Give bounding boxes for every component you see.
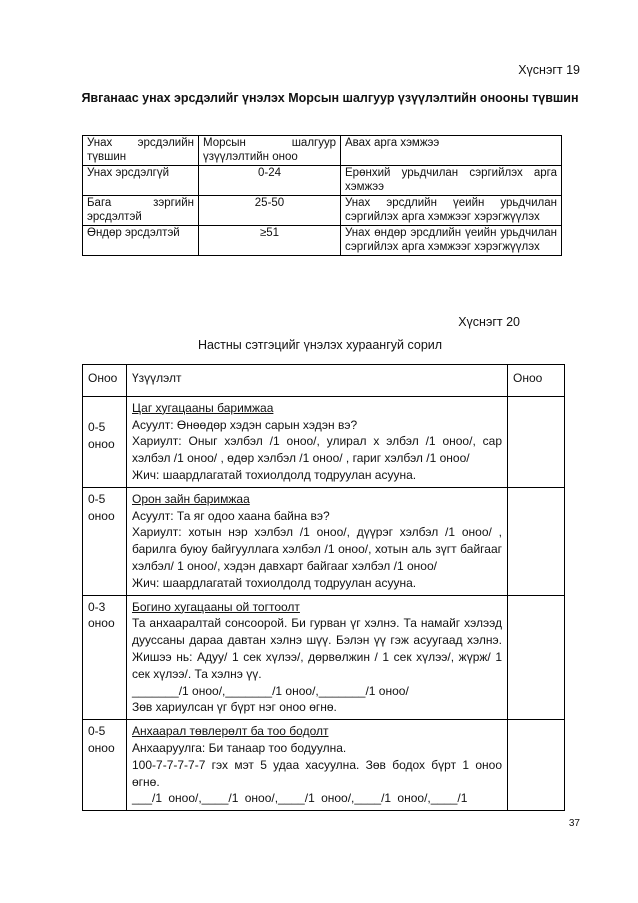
- score-range-cell: ≥51: [199, 226, 341, 256]
- item-description-cell: [127, 396, 508, 487]
- item-line: Хариулт: хотын нэр хэлбэл /1 оноо/, дүүрэг хэлбэл /1 оноо/ , барилга буюу байгууллага хэлбэл /1 оноо/, хотын аль зүгт байгааг хэлбэл/ 1 оноо/, хэдэн давхарт байгааг хэлбэл /1 оноо/: [132, 525, 502, 573]
- item-line: 100-7-7-7-7-7 гэх мэт 5 удаа хасуулна. Зөв бодох бүрт 1 оноо өгнө.: [132, 757, 502, 789]
- item-line: Та анхааралтай сонсоорой. Би гурван үг хэлнэ. Та намайг хэлээд дууссаны дараа давтан хэлнэ шүү. Бэлэн үү гэж асуугаад хэлнэ. Жишээ нь: Адуу/ 1 сек хүлээ/, дөрвөлжин / 1 сек хүлээ/, жүрж/ 1 сек хүлээ/. Та хэлнэ үү.: [132, 616, 502, 681]
- score-range-cell: [83, 487, 127, 595]
- score-entry-cell[interactable]: [508, 487, 565, 595]
- table-row: [83, 196, 562, 226]
- morse-fall-scale-table: [82, 135, 562, 256]
- table-header-row: [83, 136, 562, 166]
- item-line: Жич: шаардлагатай тохиолдолд тодруулан асууна.: [132, 467, 417, 482]
- score-range-cell: 25-50: [199, 196, 341, 226]
- score-entry-cell[interactable]: [508, 595, 565, 720]
- table-row: [83, 487, 565, 595]
- header-cell: Оноо: [508, 365, 565, 397]
- item-line: Зөв хариулсан үг бүрт нэг оноо өгнө.: [132, 700, 337, 715]
- item-description-cell: [127, 720, 508, 811]
- table-row: [83, 396, 565, 487]
- header-cell: Оноо: [83, 365, 127, 397]
- mental-status-test-table: [82, 364, 565, 811]
- table-row: [83, 595, 565, 720]
- header-cell: Унах эрсдэлийн түвшин: [83, 136, 199, 166]
- action-cell: Унах эрсдлийн үеийн урьдчилан сэргийлэх арга хэмжээг хэрэгжүүлэх: [341, 196, 562, 226]
- item-heading: Богино хугацааны ой тогтоолт: [132, 599, 300, 614]
- item-line: Асуулт: Та яг одоо хаана байна вэ?: [132, 508, 330, 523]
- table-19-caption: Хүснэгт 19: [518, 63, 580, 77]
- table-20-caption: Хүснэгт 20: [458, 315, 520, 329]
- table-row: [83, 226, 562, 256]
- item-heading: Анхаарал төвлерөлт ба тоо бодолт: [132, 724, 329, 739]
- item-line: Асуулт: Өнөөдөр хэдэн сарын хэдэн вэ?: [132, 417, 358, 432]
- header-cell: Үзүүлэлт: [127, 365, 508, 397]
- score-range-cell: 0-24: [199, 166, 341, 196]
- item-line: Жич: шаардлагатай тохиолдолд тодруулан асууна.: [132, 575, 417, 590]
- score-range-text: 0-5 оноо: [88, 724, 115, 755]
- table-row: [83, 166, 562, 196]
- item-line: _______/1 оноо/,_______/1 оноо/,_______/1 оноо/: [132, 683, 409, 698]
- score-entry-cell[interactable]: [508, 720, 565, 811]
- header-cell: Авах арга хэмжээ: [341, 136, 562, 166]
- table-20-title: Настны сэтгэцийг үнэлэх хураангуй сорил: [197, 338, 443, 352]
- table-19-title: Явганаас унах эрсдэлийг үнэлэх Морсын шалгуур үзүүлэлтийн онооны түвшин: [81, 91, 579, 105]
- score-range-text: 0-5 оноо: [88, 419, 115, 451]
- item-line: ___/1 оноо/,____/1 оноо/,____/1 оноо/,____/1 оноо/,____/1: [132, 791, 468, 806]
- score-entry-cell[interactable]: [508, 396, 565, 487]
- score-range-cell: [83, 396, 127, 487]
- score-range-cell: [83, 720, 127, 811]
- score-range-cell: [83, 595, 127, 720]
- page-number: 37: [568, 818, 580, 829]
- table-header-row: [83, 365, 565, 397]
- risk-level-cell: Өндөр эрсдэлтэй: [83, 226, 199, 256]
- item-line: Хариулт: Оныг хэлбэл /1 оноо/, улирал х элбэл /1 оноо/, сар хэлбэл /1 оноо/ , өдөр хэлбэл /1 оноо/ , гариг хэлбэл /1 оноо/: [132, 434, 502, 466]
- score-range-text: 0-5 оноо: [88, 491, 115, 523]
- score-range-text: 0-3 оноо: [88, 599, 115, 631]
- action-cell: Ерөнхий урьдчилан сэргийлэх арга хэмжээ: [341, 166, 562, 196]
- table-row: [83, 720, 565, 811]
- header-cell: Морсын шалгуур үзүүлэлтийн оноо: [199, 136, 341, 166]
- risk-level-cell: Бага зэргийн эрсдэлтэй: [83, 196, 199, 226]
- item-description-cell: [127, 487, 508, 595]
- item-heading: Орон зайн баримжаа: [132, 491, 250, 506]
- item-line: Анхааруулга: Би танаар тоо бодуулна.: [132, 740, 347, 755]
- risk-level-cell: Унах эрсдэлгүй: [83, 166, 199, 196]
- action-cell: Унах өндөр эрсдлийн үеийн урьдчилан сэргийлэх арга хэмжээг хэрэгжүүлэх: [341, 226, 562, 256]
- item-description-cell: [127, 595, 508, 720]
- item-heading: Цаг хугацааны баримжаа: [132, 400, 274, 415]
